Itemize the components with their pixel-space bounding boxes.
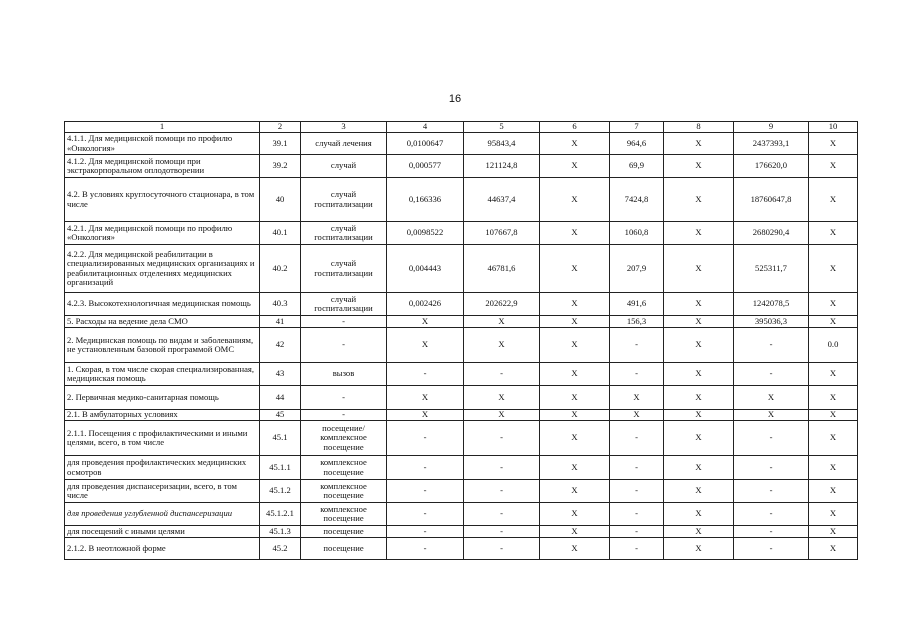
table-cell: 69,9 xyxy=(610,155,664,178)
table-cell: случай лечения xyxy=(301,133,387,155)
table-cell: 42 xyxy=(260,328,301,363)
table-cell: 107667,8 xyxy=(464,222,540,245)
table-cell: - xyxy=(301,316,387,328)
page-number: 16 xyxy=(448,93,462,105)
table-cell: - xyxy=(734,328,809,363)
row-label: для проведения диспансеризации, всего, в том числе xyxy=(65,480,260,503)
table-cell: X xyxy=(664,538,734,560)
table-cell: - xyxy=(464,526,540,538)
table-cell: X xyxy=(664,328,734,363)
table-cell: - xyxy=(734,503,809,526)
column-header-8: 8 xyxy=(664,122,734,133)
table-cell: X xyxy=(540,178,610,222)
table-cell: X xyxy=(540,328,610,363)
table-cell: вызов xyxy=(301,363,387,386)
table-cell: X xyxy=(809,222,858,245)
table-cell: 45.1 xyxy=(260,421,301,456)
table-cell: 1060,8 xyxy=(610,222,664,245)
row-label: 2. Первичная медико-санитарная помощь xyxy=(65,386,260,410)
table-cell: X xyxy=(809,363,858,386)
table-cell: 491,6 xyxy=(610,293,664,316)
table-row xyxy=(65,328,858,363)
table-row xyxy=(65,421,858,456)
table-cell: X xyxy=(540,503,610,526)
table-cell: 7424,8 xyxy=(610,178,664,222)
table-cell: X xyxy=(664,178,734,222)
table-cell: X xyxy=(809,386,858,410)
table-row xyxy=(65,222,858,245)
table-cell: X xyxy=(540,386,610,410)
table-cell: X xyxy=(809,526,858,538)
table-cell: случай xyxy=(301,155,387,178)
table-cell: X xyxy=(540,538,610,560)
table-cell: X xyxy=(809,410,858,421)
table-cell: 44 xyxy=(260,386,301,410)
table-cell: X xyxy=(540,410,610,421)
table-cell: - xyxy=(387,538,464,560)
table-cell: 0,002426 xyxy=(387,293,464,316)
table-cell: 0.0 xyxy=(809,328,858,363)
services-table xyxy=(64,121,858,560)
table-cell: - xyxy=(387,526,464,538)
table-cell: случай госпитализации xyxy=(301,245,387,293)
table-cell: комплексное посещение xyxy=(301,503,387,526)
table-cell: - xyxy=(464,538,540,560)
table-cell: X xyxy=(664,421,734,456)
row-label: 2. Медицинская помощь по видам и заболеваниям, не установленным базовой программой ОМС xyxy=(65,328,260,363)
table-cell: 0,004443 xyxy=(387,245,464,293)
column-header-9: 9 xyxy=(734,122,809,133)
table-cell: X xyxy=(664,133,734,155)
table-cell: X xyxy=(540,155,610,178)
table-cell: 0,166336 xyxy=(387,178,464,222)
table-cell: X xyxy=(734,386,809,410)
table-cell: 40.2 xyxy=(260,245,301,293)
table-cell: - xyxy=(610,421,664,456)
table-cell: 121124,8 xyxy=(464,155,540,178)
table-cell: 964,6 xyxy=(610,133,664,155)
table-cell: - xyxy=(610,526,664,538)
row-label: 4.2. В условиях круглосуточного стационара, в том числе xyxy=(65,178,260,222)
table-cell: - xyxy=(734,363,809,386)
table-cell: X xyxy=(809,155,858,178)
table-cell: X xyxy=(664,503,734,526)
table-cell: X xyxy=(809,480,858,503)
table-cell: - xyxy=(387,421,464,456)
table-cell: X xyxy=(664,293,734,316)
table-cell: 0,0098522 xyxy=(387,222,464,245)
table-cell: случай госпитализации xyxy=(301,178,387,222)
table-cell: - xyxy=(387,503,464,526)
row-label: 4.2.2. Для медицинской реабилитации в специализированных медицинских организациях и реабилитационных отделениях медицинских организаций xyxy=(65,245,260,293)
table-cell: 40 xyxy=(260,178,301,222)
row-label: 4.2.1. Для медицинской помощи по профилю «Онкология» xyxy=(65,222,260,245)
table-cell: - xyxy=(464,363,540,386)
table-cell: - xyxy=(387,480,464,503)
table-cell: X xyxy=(664,480,734,503)
table-cell: - xyxy=(464,480,540,503)
table-cell: X xyxy=(809,178,858,222)
column-header-10: 10 xyxy=(809,122,858,133)
column-header-3: 3 xyxy=(301,122,387,133)
table-cell: 45.1.2.1 xyxy=(260,503,301,526)
table-cell: 41 xyxy=(260,316,301,328)
table-cell: X xyxy=(664,526,734,538)
row-label: 2.1. В амбулаторных условиях xyxy=(65,410,260,421)
table-cell: 2437393,1 xyxy=(734,133,809,155)
table-cell: X xyxy=(664,386,734,410)
column-header-5: 5 xyxy=(464,122,540,133)
table-cell: - xyxy=(734,526,809,538)
table-cell: X xyxy=(809,245,858,293)
table-cell: 176620,0 xyxy=(734,155,809,178)
table-cell: - xyxy=(301,410,387,421)
table-row xyxy=(65,480,858,503)
table-cell: - xyxy=(464,421,540,456)
table-cell: X xyxy=(464,316,540,328)
table-cell: 0,000577 xyxy=(387,155,464,178)
row-label: для посещений с иными целями xyxy=(65,526,260,538)
table-cell: X xyxy=(664,155,734,178)
table-cell: - xyxy=(734,480,809,503)
table-cell: X xyxy=(540,421,610,456)
table-cell: 45.1.3 xyxy=(260,526,301,538)
table-cell: 2680290,4 xyxy=(734,222,809,245)
table-cell: - xyxy=(610,328,664,363)
table-cell: 1242078,5 xyxy=(734,293,809,316)
column-header-4: 4 xyxy=(387,122,464,133)
column-header-6: 6 xyxy=(540,122,610,133)
table-cell: X xyxy=(540,456,610,480)
table-cell: X xyxy=(664,456,734,480)
table-cell: X xyxy=(387,316,464,328)
table-cell: комплексное посещение xyxy=(301,480,387,503)
table-cell: X xyxy=(664,410,734,421)
table-cell: X xyxy=(540,363,610,386)
row-label: 4.1.1. Для медицинской помощи по профилю «Онкология» xyxy=(65,133,260,155)
table-cell: - xyxy=(734,421,809,456)
table-cell: - xyxy=(610,503,664,526)
table-cell: 156,3 xyxy=(610,316,664,328)
row-label: 4.1.2. Для медицинской помощи при экстракорпоральном оплодотворении xyxy=(65,155,260,178)
table-body xyxy=(65,133,858,560)
table-cell: посещение xyxy=(301,526,387,538)
table-cell: X xyxy=(540,245,610,293)
table-row xyxy=(65,178,858,222)
column-number-row xyxy=(65,122,858,133)
table-cell: X xyxy=(540,293,610,316)
table-cell: 0,0100647 xyxy=(387,133,464,155)
table-cell: - xyxy=(301,386,387,410)
table-cell: - xyxy=(734,538,809,560)
table-cell: - xyxy=(734,456,809,480)
table-cell: 525311,7 xyxy=(734,245,809,293)
table-row xyxy=(65,538,858,560)
table-cell: X xyxy=(734,410,809,421)
table-row xyxy=(65,316,858,328)
table-cell: X xyxy=(809,316,858,328)
table-cell: X xyxy=(809,538,858,560)
table-cell: 44637,4 xyxy=(464,178,540,222)
table-cell: 40.1 xyxy=(260,222,301,245)
table-cell: X xyxy=(387,410,464,421)
table-cell: - xyxy=(610,538,664,560)
table-cell: X xyxy=(540,222,610,245)
table-cell: посещение/ комплексное посещение xyxy=(301,421,387,456)
table-cell: X xyxy=(464,410,540,421)
table-row xyxy=(65,386,858,410)
table-cell: X xyxy=(809,456,858,480)
table-row xyxy=(65,526,858,538)
table-row xyxy=(65,133,858,155)
table-cell: 202622,9 xyxy=(464,293,540,316)
table-cell: X xyxy=(540,133,610,155)
table-cell: - xyxy=(610,363,664,386)
table-cell: X xyxy=(464,328,540,363)
table-cell: 45.1.1 xyxy=(260,456,301,480)
table-cell: X xyxy=(464,386,540,410)
table-cell: - xyxy=(464,503,540,526)
table-cell: X xyxy=(610,386,664,410)
table-cell: X xyxy=(809,293,858,316)
table-cell: X xyxy=(809,503,858,526)
column-header-7: 7 xyxy=(610,122,664,133)
row-label: 2.1.2. В неотложной форме xyxy=(65,538,260,560)
table-cell: 40.3 xyxy=(260,293,301,316)
table-cell: случай госпитализации xyxy=(301,222,387,245)
table-cell: - xyxy=(610,480,664,503)
table-row xyxy=(65,155,858,178)
row-label: 4.2.3. Высокотехнологичная медицинская помощь xyxy=(65,293,260,316)
row-label: 1. Скорая, в том числе скорая специализированная, медицинская помощь xyxy=(65,363,260,386)
table-cell: 45 xyxy=(260,410,301,421)
table-cell: X xyxy=(540,316,610,328)
table-row xyxy=(65,363,858,386)
table-row xyxy=(65,410,858,421)
table-cell: 395036,3 xyxy=(734,316,809,328)
table-cell: X xyxy=(387,386,464,410)
table-cell: 18760647,8 xyxy=(734,178,809,222)
table-cell: 39.1 xyxy=(260,133,301,155)
table-row xyxy=(65,503,858,526)
table-cell: 43 xyxy=(260,363,301,386)
table-cell: X xyxy=(664,222,734,245)
table-cell: 39.2 xyxy=(260,155,301,178)
table-cell: комплексное посещение xyxy=(301,456,387,480)
table-cell: X xyxy=(664,316,734,328)
row-label: 5. Расходы на ведение дела СМО xyxy=(65,316,260,328)
table-row xyxy=(65,293,858,316)
table-row xyxy=(65,245,858,293)
table-cell: случай госпитализации xyxy=(301,293,387,316)
table-cell: X xyxy=(540,526,610,538)
table-cell: - xyxy=(301,328,387,363)
row-label: 2.1.1. Посещения с профилактическими и иными целями, всего, в том числе xyxy=(65,421,260,456)
table-cell: - xyxy=(387,456,464,480)
table-cell: - xyxy=(610,456,664,480)
table-cell: 95843,4 xyxy=(464,133,540,155)
table-cell: 207,9 xyxy=(610,245,664,293)
row-label: для проведения углубленной диспансеризации xyxy=(65,503,260,526)
table-cell: 46781,6 xyxy=(464,245,540,293)
row-label: для проведения профилактических медицинских осмотров xyxy=(65,456,260,480)
table-cell: - xyxy=(464,456,540,480)
table-cell: X xyxy=(664,245,734,293)
table-row xyxy=(65,456,858,480)
column-header-2: 2 xyxy=(260,122,301,133)
table-cell: X xyxy=(387,328,464,363)
table-cell: - xyxy=(387,363,464,386)
table-cell: X xyxy=(540,480,610,503)
table-cell: X xyxy=(809,421,858,456)
table-cell: посещение xyxy=(301,538,387,560)
table-cell: X xyxy=(610,410,664,421)
table-cell: X xyxy=(664,363,734,386)
column-header-1: 1 xyxy=(65,122,260,133)
table-cell: 45.2 xyxy=(260,538,301,560)
table-cell: X xyxy=(809,133,858,155)
table-cell: 45.1.2 xyxy=(260,480,301,503)
